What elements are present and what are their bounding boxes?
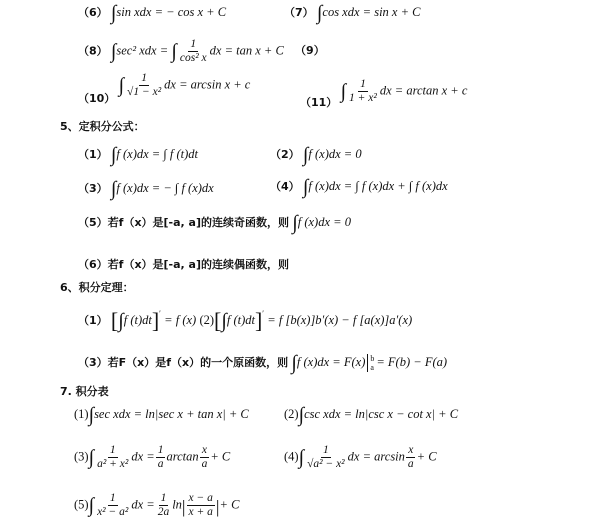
fraction: $\frac{x - a}{x + a}$ xyxy=(188,492,213,518)
formula-tail: + C xyxy=(219,497,240,512)
fraction: $\frac{1}{\text{x² − a²}}$ xyxy=(97,492,129,518)
integral-sign: ∫ xyxy=(88,446,95,469)
formula-10 xyxy=(78,72,251,106)
prime-mark: ′ xyxy=(159,309,161,318)
integral-sign: ∫ xyxy=(110,40,117,63)
prime-mark: ′ xyxy=(262,309,265,318)
table-formula-4 xyxy=(284,444,437,471)
formula-label: (3) xyxy=(74,449,89,464)
fraction: $\frac{x}{a}$ xyxy=(201,444,208,470)
fraction: $\frac{1}{\text{cos² x}}$ xyxy=(179,38,207,64)
formula-label: (5) xyxy=(74,497,89,512)
formula-label: (1) xyxy=(74,407,89,421)
integral-sign: ∫ xyxy=(110,178,117,200)
formula-label: （7） xyxy=(284,6,314,19)
integral-sign: ∫ xyxy=(340,80,347,103)
formula-label: （1） xyxy=(78,148,108,161)
s5-formula-2 xyxy=(270,144,362,166)
formula-7 xyxy=(284,2,421,24)
fraction: $\frac{1}{\text{a² + x²}}$ xyxy=(97,444,129,470)
formula-tail: = F(b) − F(a) xyxy=(376,355,448,369)
formula-expr: f (x)dx = 0 xyxy=(297,215,351,229)
formula-expr: csc xdx = ln|csc x − cot x| + C xyxy=(304,407,459,421)
integral-sign: ∫ xyxy=(298,404,305,426)
s5-formula-1 xyxy=(78,144,199,166)
formula-label: （11） xyxy=(300,96,338,110)
integral-sign: ∫ xyxy=(221,310,227,332)
fraction: $\frac{1}{a}$ xyxy=(157,444,164,470)
integral-sign: ∫ xyxy=(110,2,117,24)
formula-8 xyxy=(78,38,325,65)
section-5-heading: 5、定积分公式： xyxy=(60,120,145,133)
s5-odd-function xyxy=(78,212,351,234)
formula-expr: f (x)dx = 0 xyxy=(308,147,362,161)
formula-expr: f (x)dx = F(x) xyxy=(296,355,366,369)
formula-expr: cos xdx = sin x + C xyxy=(322,5,421,19)
integral-sign: ∫ xyxy=(316,2,323,24)
integral-sign: ∫ xyxy=(298,446,305,469)
abs-bar: | xyxy=(215,496,220,517)
fraction: $\frac{1}{\text{√a² − x²}}$ xyxy=(307,444,345,470)
bracket-close: ] xyxy=(151,308,160,333)
formula-expr: = f [b(x)]b′(x) − f [a(x)]a′(x) xyxy=(267,313,413,327)
bracket-open: [ xyxy=(110,308,119,333)
function-name: ln xyxy=(172,497,182,512)
integral-sign: ∫ xyxy=(302,144,309,166)
formula-expr: f (t)dt xyxy=(226,313,255,327)
integral-sign: ∫ xyxy=(118,74,125,97)
integral-sign: ∫ xyxy=(302,176,309,198)
formula-expr: dx = xyxy=(131,449,155,464)
section-7-heading: 7. 积分表 xyxy=(60,385,109,398)
table-formula-5 xyxy=(74,492,239,519)
formula-expr: f (x)dx = − ∫ f (x)dx xyxy=(116,181,214,195)
formula-expr: sec xdx = ln|sec x + tan x| + C xyxy=(94,407,249,421)
integral-sign: ∫ xyxy=(171,40,177,63)
formula-label: (4) xyxy=(284,449,299,464)
formula-label: (2) xyxy=(199,313,215,327)
formula-label: （8） xyxy=(78,44,108,58)
formula-label: （10） xyxy=(78,92,116,106)
formula-label: （6） xyxy=(78,6,108,19)
table-formula-1 xyxy=(74,404,249,426)
formula-6 xyxy=(78,2,227,24)
s6-formula-3 xyxy=(78,354,447,372)
integral-sign: ∫ xyxy=(118,310,124,332)
integral-sign: ∫ xyxy=(292,212,298,234)
integral-sign: ∫ xyxy=(88,404,95,426)
fraction: $\frac{1}{2a}$ xyxy=(157,492,170,518)
function-name: arctan xyxy=(166,449,199,464)
integral-sign: ∫ xyxy=(291,352,297,374)
formula-expr: dx = arcsin x + c xyxy=(164,77,251,92)
integral-sign: ∫ xyxy=(110,144,117,166)
fraction: $\frac{1}{\text{1 + x²}}$ xyxy=(349,78,377,104)
formula-label: (2) xyxy=(284,407,299,421)
formula-expr: dx = arcsin xyxy=(347,449,405,464)
section-6-heading: 6、积分定理： xyxy=(60,281,134,294)
table-formula-3 xyxy=(74,444,230,471)
antiderivative-text: （3）若F（x）是f（x）的一个原函数，则 xyxy=(78,356,289,369)
formula-label: （2） xyxy=(270,148,300,161)
formula-expr: sec² xdx = xyxy=(116,43,169,58)
s5-even-function xyxy=(78,256,289,273)
evaluation-bar: b a xyxy=(367,354,374,372)
even-function-text: （6）若f（x）是[-a, a]的连续偶函数，则 xyxy=(78,258,290,271)
s5-formula-4 xyxy=(270,176,448,198)
fraction: $\frac{1}{\text{√1 − x²}}$ xyxy=(127,72,162,98)
bracket-open: [ xyxy=(214,308,222,333)
formula-label: （4） xyxy=(270,180,300,193)
odd-function-text: （5）若f（x）是[-a, a]的连续奇函数，则 xyxy=(78,216,290,229)
formula-expr: dx = arctan x + c xyxy=(379,83,468,98)
formula-expr: f (x)dx = ∫ f (x)dx + ∫ f (x)dx xyxy=(308,179,448,193)
formula-tail: + C xyxy=(416,449,437,464)
formula-expr: f (x)dx = ∫ f (t)dt xyxy=(116,147,199,161)
formula-expr: sin xdx = − cos x + C xyxy=(116,5,227,19)
integral-sign: ∫ xyxy=(88,494,95,517)
formula-11 xyxy=(300,78,468,110)
formula-expr: = f (x) xyxy=(164,313,197,327)
abs-bar: | xyxy=(181,496,186,517)
fraction: $\frac{x}{a}$ xyxy=(407,444,414,470)
formula-expr: dx = xyxy=(131,497,155,512)
formula-tail: dx = tan x + C xyxy=(209,43,284,58)
formula-expr: f (t)dt xyxy=(123,313,152,327)
bracket-close: ] xyxy=(254,308,263,333)
s6-formula-1 xyxy=(78,306,413,333)
formula-tail: + C xyxy=(210,449,231,464)
formula-label: （1） xyxy=(78,314,108,327)
s5-formula-3 xyxy=(78,178,214,200)
formula-label: （3） xyxy=(78,182,108,195)
formula-label: （9） xyxy=(295,44,325,58)
table-formula-2 xyxy=(284,404,459,426)
